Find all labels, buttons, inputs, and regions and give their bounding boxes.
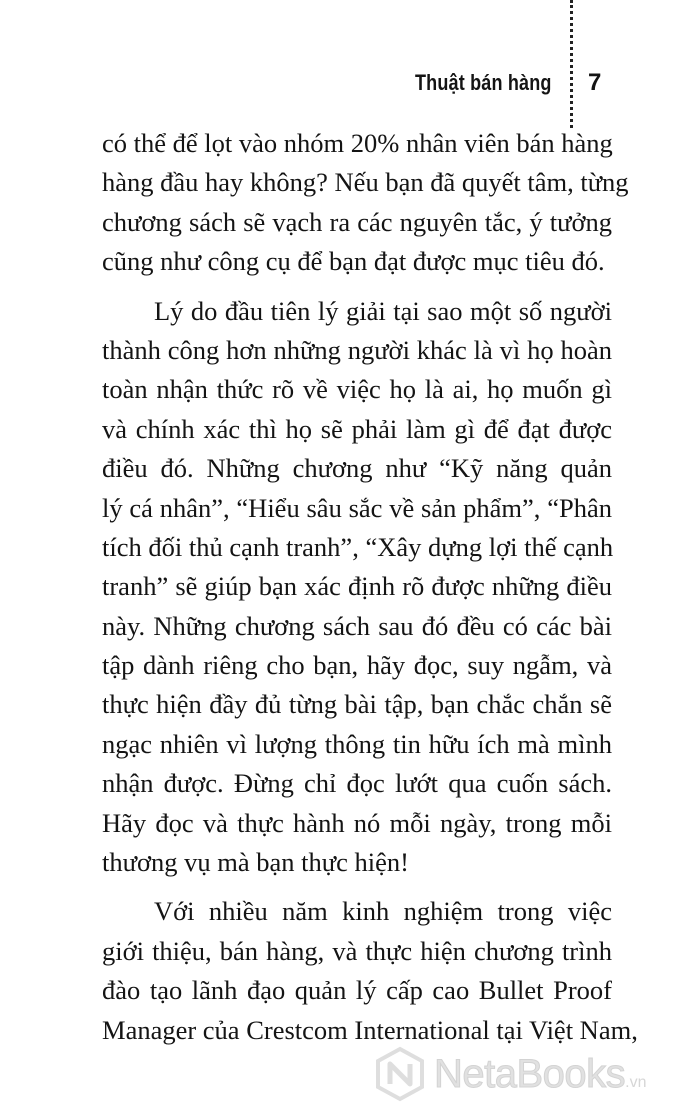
- running-title: Thuật bán hàng: [415, 70, 552, 95]
- body-text: [102, 124, 638, 1050]
- text-line: tranh” sẽ giúp bạn xác định rõ được những điều: [102, 571, 612, 602]
- paragraph: [102, 124, 629, 282]
- text-line: thực hiện đầy đủ từng bài tập, bạn chắc chắn sẽ: [102, 689, 612, 720]
- page-number: 7: [588, 69, 602, 96]
- watermark-brand: NetaBooks.vn: [434, 1052, 647, 1096]
- text-line: ngạc nhiên vì lượng thông tin hữu ích mà mình: [102, 728, 612, 759]
- text-line: toàn nhận thức rõ về việc họ là ai, họ muốn gì: [102, 374, 612, 405]
- text-line: điều đó. Những chương như “Kỹ năng quản: [102, 453, 612, 484]
- running-header: [0, 62, 700, 112]
- text-line: Lý do đầu tiên lý giải tại sao một số người: [154, 295, 612, 326]
- text-line: thành công hơn những người khác là vì họ hoàn: [102, 334, 612, 365]
- text-line: lý cá nhân”, “Hiểu sâu sắc về sản phẩm”, “Phân: [102, 492, 612, 523]
- watermark: [372, 1046, 692, 1106]
- watermark-suffix: .vn: [625, 1074, 647, 1091]
- text-line: Hãy đọc và thực hành nó mỗi ngày, trong mỗi: [102, 807, 612, 838]
- text-line: tích đối thủ cạnh tranh”, “Xây dựng lợi thế cạnh: [102, 531, 614, 562]
- text-line: giới thiệu, bán hàng, và thực hiện chương trình: [102, 935, 612, 966]
- text-line: tập dành riêng cho bạn, hãy đọc, suy ngẫm, và: [102, 650, 612, 681]
- netabooks-logo-icon: [372, 1046, 428, 1102]
- text-line: Với nhiều năm kinh nghiệm trong việc: [154, 896, 612, 927]
- text-line: và chính xác thì họ sẽ phải làm gì để đạt được: [102, 413, 612, 444]
- text-line: này. Những chương sách sau đó đều có các bài: [102, 610, 612, 641]
- text-line: chương sách sẽ vạch ra các nguyên tắc, ý tưởng: [102, 206, 612, 237]
- text-line: cũng như công cụ để bạn đạt được mục tiêu đó.: [102, 246, 605, 277]
- text-line: nhận được. Đừng chỉ đọc lướt qua cuốn sách.: [102, 768, 612, 799]
- text-line: Manager của Crestcom International tại Việt Nam,: [102, 1014, 638, 1045]
- header-divider: [570, 0, 573, 128]
- text-line: đào tạo lãnh đạo quản lý cấp cao Bullet Proof: [102, 975, 612, 1006]
- paragraph: [102, 892, 638, 1050]
- text-line: thương vụ mà bạn thực hiện!: [102, 847, 409, 878]
- text-line: có thể để lọt vào nhóm 20% nhân viên bán hàng: [102, 128, 613, 158]
- text-line: hàng đầu hay không? Nếu bạn đã quyết tâm, từng: [102, 167, 629, 198]
- paragraph: [102, 292, 612, 883]
